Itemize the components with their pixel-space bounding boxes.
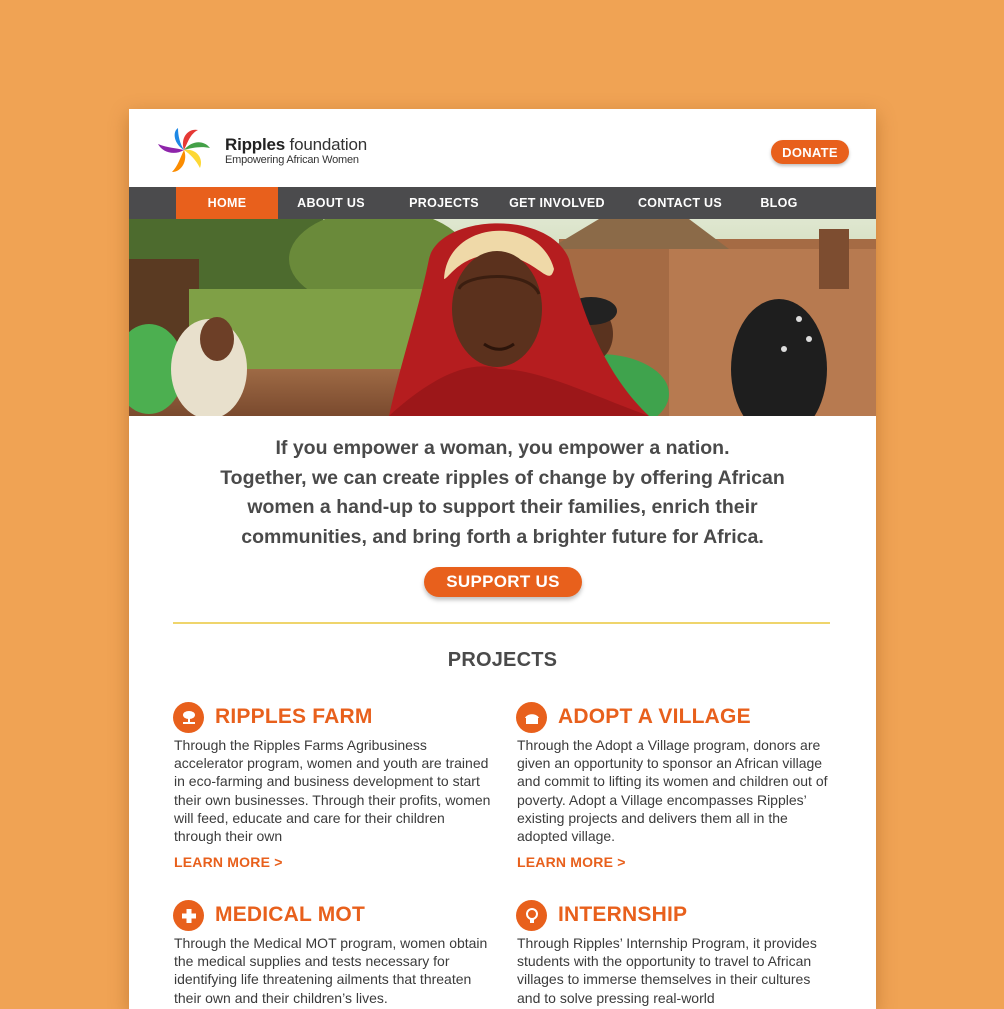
nav-item-contact-us[interactable]: CONTACT US bbox=[637, 196, 722, 210]
medical-cross-icon bbox=[173, 900, 204, 931]
site-header bbox=[129, 109, 876, 187]
brand-name bbox=[225, 135, 367, 155]
donate-button[interactable]: DONATE bbox=[771, 140, 849, 164]
project-card-ripples-farm bbox=[173, 702, 493, 872]
mission-line: communities, and bring forth a brighter future for Africa. bbox=[241, 525, 764, 548]
learn-more-link[interactable]: LEARN MORE > bbox=[517, 854, 626, 870]
web-page bbox=[129, 109, 876, 1009]
nav-item-projects[interactable]: PROJECTS bbox=[409, 196, 479, 210]
project-description: Through the Medical MOT program, women obtain the medical supplies and tests necessary for identifying life threatening ailments that threaten their own and their children’s lives. bbox=[174, 935, 488, 1006]
project-title[interactable]: ADOPT A VILLAGE bbox=[558, 705, 751, 728]
project-card-medical-mot bbox=[173, 900, 493, 1009]
brand-tagline: Empowering African Women bbox=[225, 154, 359, 166]
mission-line: Together, we can create ripples of change by offering African bbox=[220, 466, 785, 489]
project-title[interactable]: INTERNSHIP bbox=[558, 903, 688, 926]
section-divider bbox=[173, 622, 830, 624]
support-us-button[interactable]: SUPPORT US bbox=[424, 567, 582, 597]
nav-item-about-us[interactable]: ABOUT US bbox=[297, 196, 365, 210]
project-description: Through Ripples’ Internship Program, it provides students with the opportunity to travel to African villages to immerse themselves in their cultures and to solve pressing real-world bbox=[517, 935, 817, 1006]
ripples-logo-icon[interactable] bbox=[153, 127, 215, 173]
mission-line: If you empower a woman, you empower a nation. bbox=[275, 437, 730, 459]
nav-item-home[interactable]: HOME bbox=[176, 187, 278, 219]
project-card-adopt-a-village bbox=[516, 702, 836, 872]
tree-icon bbox=[173, 702, 204, 733]
brand-wordmark[interactable] bbox=[225, 135, 367, 166]
project-description: Through the Ripples Farms Agribusiness accelerator program, women and youth are trained in eco-farming and business development to start their own businesses. Through their profits, women will feed, educate and care for their children through their own bbox=[174, 737, 491, 845]
learn-more-link[interactable]: LEARN MORE > bbox=[174, 854, 283, 870]
house-icon bbox=[516, 702, 547, 733]
hero-photo bbox=[129, 219, 876, 416]
brand-name-light: foundation bbox=[289, 135, 367, 154]
mission-line: women a hand-up to support their families, enrich their bbox=[247, 496, 758, 518]
project-description: Through the Adopt a Village program, donors are given an opportunity to sponsor an African village and commit to lifting its women and children out of poverty. Adopt a Village encompasses Ripples’ existing projects and delivers them all in the adopted village. bbox=[517, 737, 828, 845]
nav-item-get-involved[interactable]: GET INVOLVED bbox=[509, 196, 605, 210]
mission-statement bbox=[129, 434, 876, 552]
projects-heading: PROJECTS bbox=[447, 649, 558, 671]
brand-name-bold: Ripples bbox=[225, 135, 286, 154]
nav-item-blog[interactable]: BLOG bbox=[760, 196, 798, 210]
project-title[interactable]: MEDICAL MOT bbox=[215, 903, 365, 926]
main-nav bbox=[129, 187, 876, 219]
project-title[interactable]: RIPPLES FARM bbox=[215, 705, 373, 728]
lightbulb-icon bbox=[516, 900, 547, 931]
project-card-internship bbox=[516, 900, 836, 1009]
